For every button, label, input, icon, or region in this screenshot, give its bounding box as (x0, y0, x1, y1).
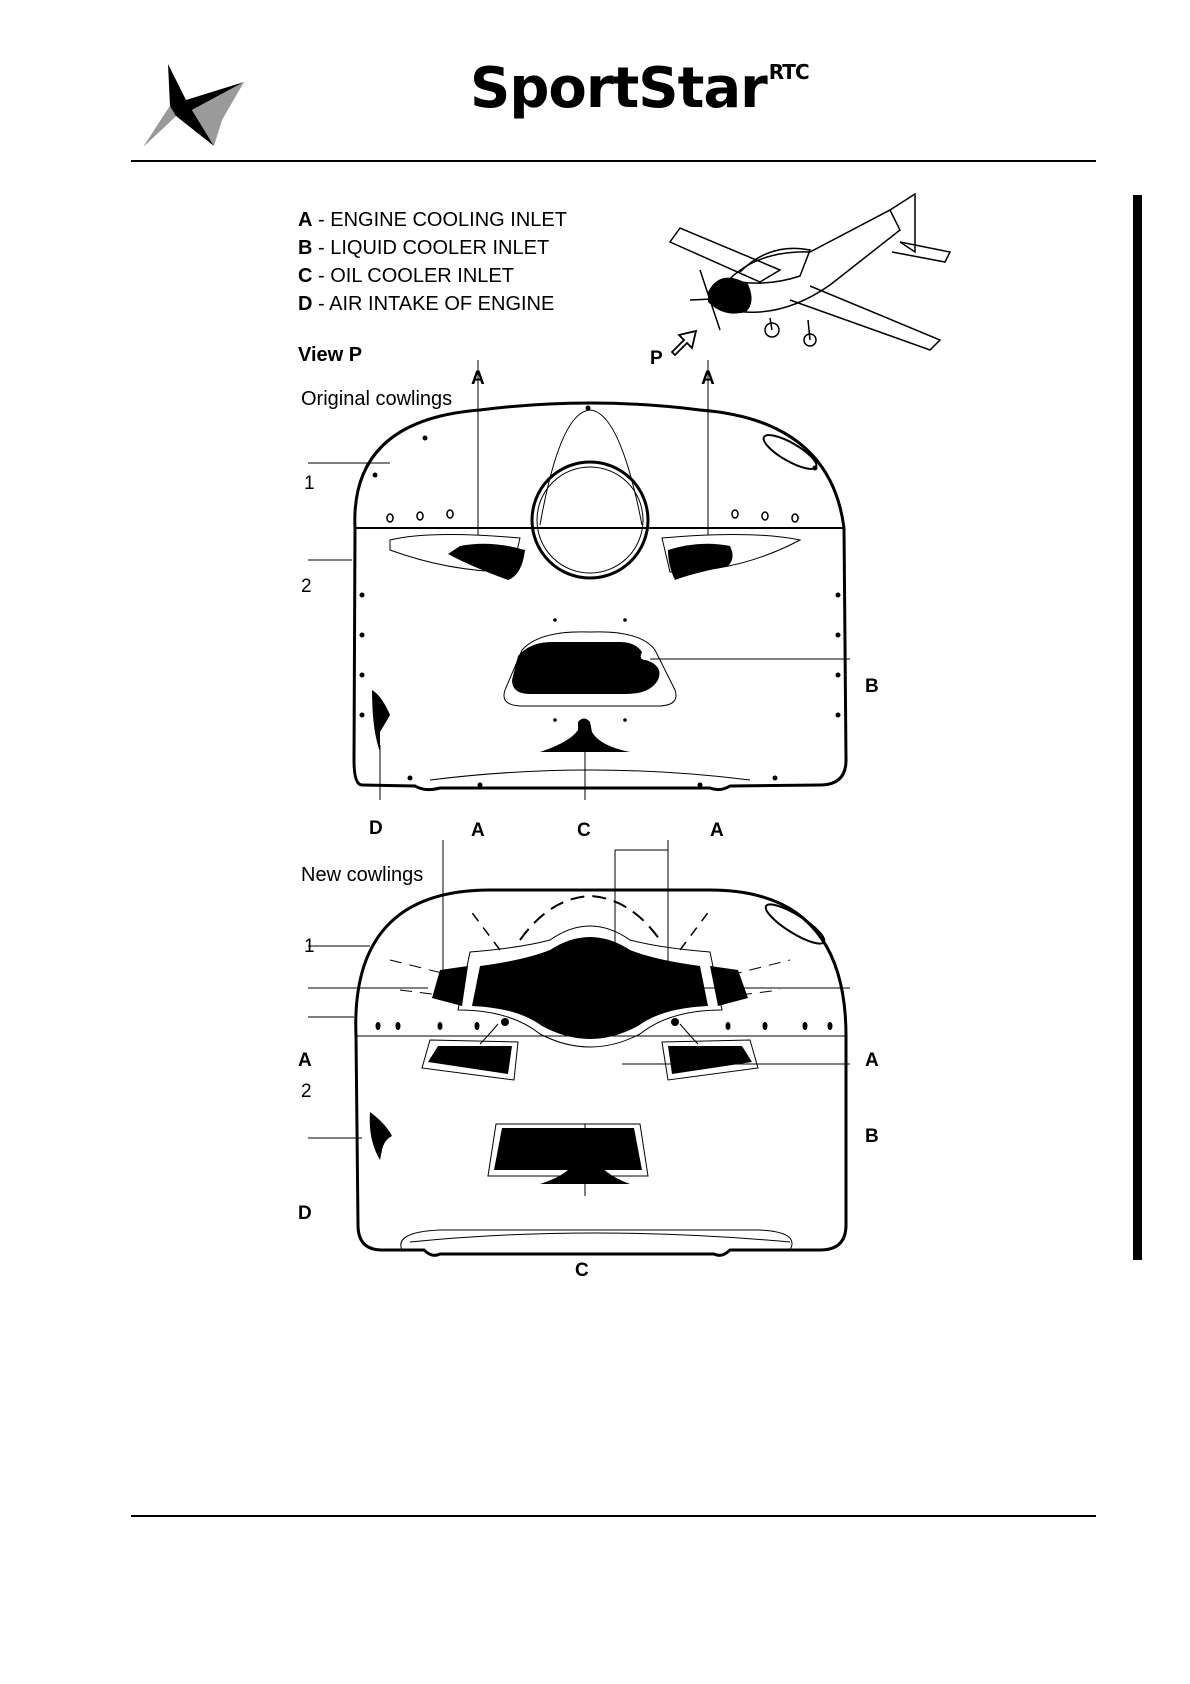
new-label-c: C (575, 1260, 589, 1281)
original-cowling-outline (354, 403, 846, 790)
orig-label-a1: A (471, 368, 485, 389)
original-inlet-d (372, 690, 390, 752)
orig-label-a2: A (701, 368, 715, 389)
new-label-d: D (298, 1203, 312, 1224)
brand-name: SportStar (470, 56, 767, 121)
new-inlet-a-upper-right (710, 966, 748, 1006)
new-inlet-a-lower-left (428, 1046, 512, 1074)
new-label-a-right: A (865, 1050, 879, 1071)
header-rule (131, 160, 1096, 162)
new-label-b: B (865, 1126, 879, 1147)
original-inlet-c (540, 719, 630, 753)
footer-rule (131, 1515, 1096, 1517)
legend-item-b: B - LIQUID COOLER INLET (298, 237, 550, 259)
new-label-a-top2: A (710, 820, 724, 841)
original-inlet-a-left (448, 544, 525, 580)
new-inlet-a-lower-right (668, 1046, 752, 1074)
legend (298, 206, 567, 318)
new-label-a-top1: A (471, 820, 485, 841)
new-inlet-b (494, 1128, 642, 1170)
new-cowling-drawing (290, 840, 890, 1290)
orig-label-2: 2 (301, 576, 312, 597)
original-cowlings-title: Original cowlings (301, 388, 453, 410)
orig-label-c: C (577, 820, 591, 841)
company-logo-star (140, 60, 250, 150)
orig-label-b: B (865, 676, 879, 697)
view-label: View P (298, 344, 363, 366)
new-label-1: 1 (304, 936, 315, 957)
legend-item-c: C - OIL COOLER INLET (298, 265, 514, 287)
revision-bar (1133, 195, 1142, 1260)
original-inlet-a-right (668, 544, 733, 580)
new-cowlings-title: New cowlings (301, 864, 424, 886)
legend-item-d: D - AIR INTAKE OF ENGINE (298, 293, 555, 315)
new-label-a-left: A (298, 1050, 312, 1071)
view-direction-arrow-icon (668, 326, 708, 360)
brand-suffix: RTC (768, 60, 809, 84)
brand-logo (470, 56, 809, 121)
new-label-2: 2 (301, 1081, 312, 1102)
orig-label-1: 1 (304, 473, 315, 494)
original-inlet-b (512, 642, 660, 694)
legend-item-a: A - ENGINE COOLING INLET (298, 209, 567, 231)
new-inlet-d (370, 1112, 392, 1160)
original-cowling-drawing (290, 360, 890, 840)
view-marker-label: P (650, 348, 663, 369)
orig-label-d: D (369, 818, 383, 839)
